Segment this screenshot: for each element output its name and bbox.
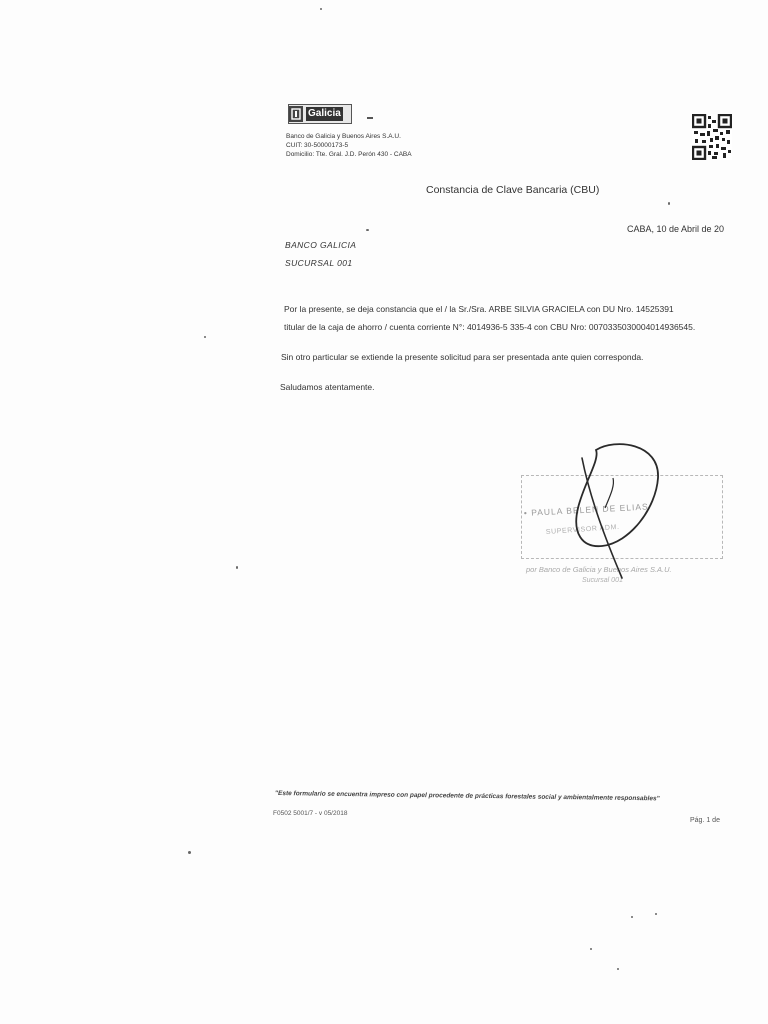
handwritten-signature: [560, 438, 670, 588]
paragraph-2: Sin otro particular se extiende la presente solicitud para ser presentada ante quien corresponda.: [281, 352, 644, 362]
scan-speck: [204, 336, 206, 338]
document-title: Constancia de Clave Bancaria (CBU): [426, 184, 600, 196]
scan-speck: [366, 229, 369, 231]
paragraph-1-line-1: Por la presente, se deja constancia que el / la Sr./Sra. ARBE SILVIA GRACIELA con DU Nro. 14525391: [284, 304, 674, 314]
svg-text:SUPERVISOR ADM.: SUPERVISOR ADM.: [545, 523, 620, 536]
address-line: Domicilio: Tte. Gral. J.D. Perón 430 - CABA: [286, 151, 412, 158]
logo-text: Galicia: [308, 108, 341, 119]
page-number: Pág. 1 de: [690, 817, 720, 824]
qr-code-icon: [692, 114, 732, 160]
scan-speck: [320, 8, 322, 10]
scan-speck: [617, 968, 619, 970]
scan-speck: [188, 851, 191, 854]
logo-dash: [367, 117, 373, 119]
footer-note: "Este formulario se encuentra impreso con papel procedente de prácticas forestales social y ambientalmente responsables": [274, 790, 660, 803]
scan-speck: [590, 948, 592, 950]
bank-logo: [288, 104, 352, 124]
addressee-bank: BANCO GALICIA: [285, 240, 357, 250]
scan-speck: [655, 913, 657, 915]
date-line: CABA, 10 de Abril de 20: [627, 224, 725, 234]
scan-speck: [668, 202, 670, 205]
svg-text:Sucursal 001: Sucursal 001: [582, 577, 623, 584]
svg-text:por Banco de Galicia y Buenos: por Banco de Galicia y Buenos Aires S.A.U.: [526, 565, 672, 574]
cuit-line: CUIT: 30-50000173-5: [286, 142, 349, 149]
closing-line: Saludamos atentamente.: [280, 382, 375, 392]
svg-text:• PAULA BELEN DE ELIAS: • PAULA BELEN DE ELIAS: [523, 501, 649, 518]
scan-speck: [236, 566, 238, 569]
logo-emblem-icon: [289, 106, 303, 122]
scan-speck: [631, 916, 633, 918]
bank-name-line: Banco de Galicia y Buenos Aires S.A.U.: [286, 133, 401, 140]
paragraph-1-line-2: titular de la caja de ahorro / cuenta corriente N°: 4014936-5 335-4 con CBU Nro: 0070335030004014936545.: [284, 322, 696, 332]
form-code: F0502 5001/7 - v 05/2018: [273, 810, 348, 817]
addressee-branch: SUCURSAL 001: [285, 258, 353, 268]
